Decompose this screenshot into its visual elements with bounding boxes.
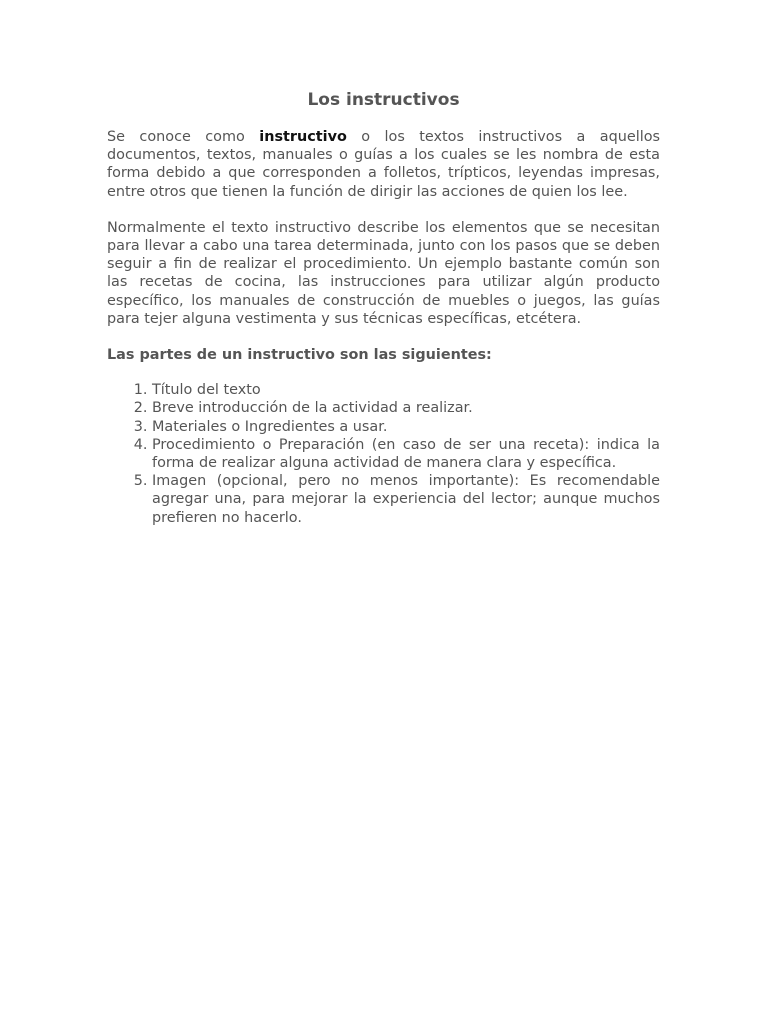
document-title: Los instructivos	[307, 90, 460, 110]
parts-list-item: 1. Título del texto	[152, 381, 660, 399]
intro-text-end: o los textos instructivos a aquellos documentos, textos, manuales o guías a los cuales se les nombra de esta forma debido a que corresponden a folletos, trípticos, leyendas impresas, entre otros que tienen la función de dirigir las acciones de quien los lee.	[107, 129, 660, 200]
parts-list-item: 2. Breve introducción de la actividad a realizar.	[152, 399, 660, 417]
parts-list	[107, 381, 660, 527]
parts-list-item: 5. Imagen (opcional, pero no menos importante): Es recomendable agregar una, para mejorar la experiencia del lector; aunque muchos prefieren no hacerlo.	[152, 472, 660, 527]
parts-list-item: 3. Materiales o Ingredientes a usar.	[152, 418, 660, 436]
document-page	[107, 89, 660, 527]
intro-bold-term: instructivo	[259, 129, 347, 145]
parts-list-item: 4. Procedimiento o Preparación (en caso de ser una receta): indica la forma de realizar alguna actividad de manera clara y específica.	[152, 436, 660, 472]
description-paragraph: Normalmente el texto instructivo describe los elementos que se necesitan para llevar a cabo una tarea determinada, junto con los pasos que se deben seguir a fin de realizar el procedimiento. Un ejemplo bastante común son las recetas de cocina, las instrucciones para utilizar algún producto específico, los manuales de construcción de muebles o juegos, las guías para tejer alguna vestimenta y sus técnicas específicas, etcétera.	[107, 219, 660, 327]
intro-text-start: Se conoce como	[107, 129, 260, 145]
intro-paragraph	[107, 128, 660, 201]
parts-heading: Las partes de un instructivo son las siguientes:	[107, 347, 492, 364]
